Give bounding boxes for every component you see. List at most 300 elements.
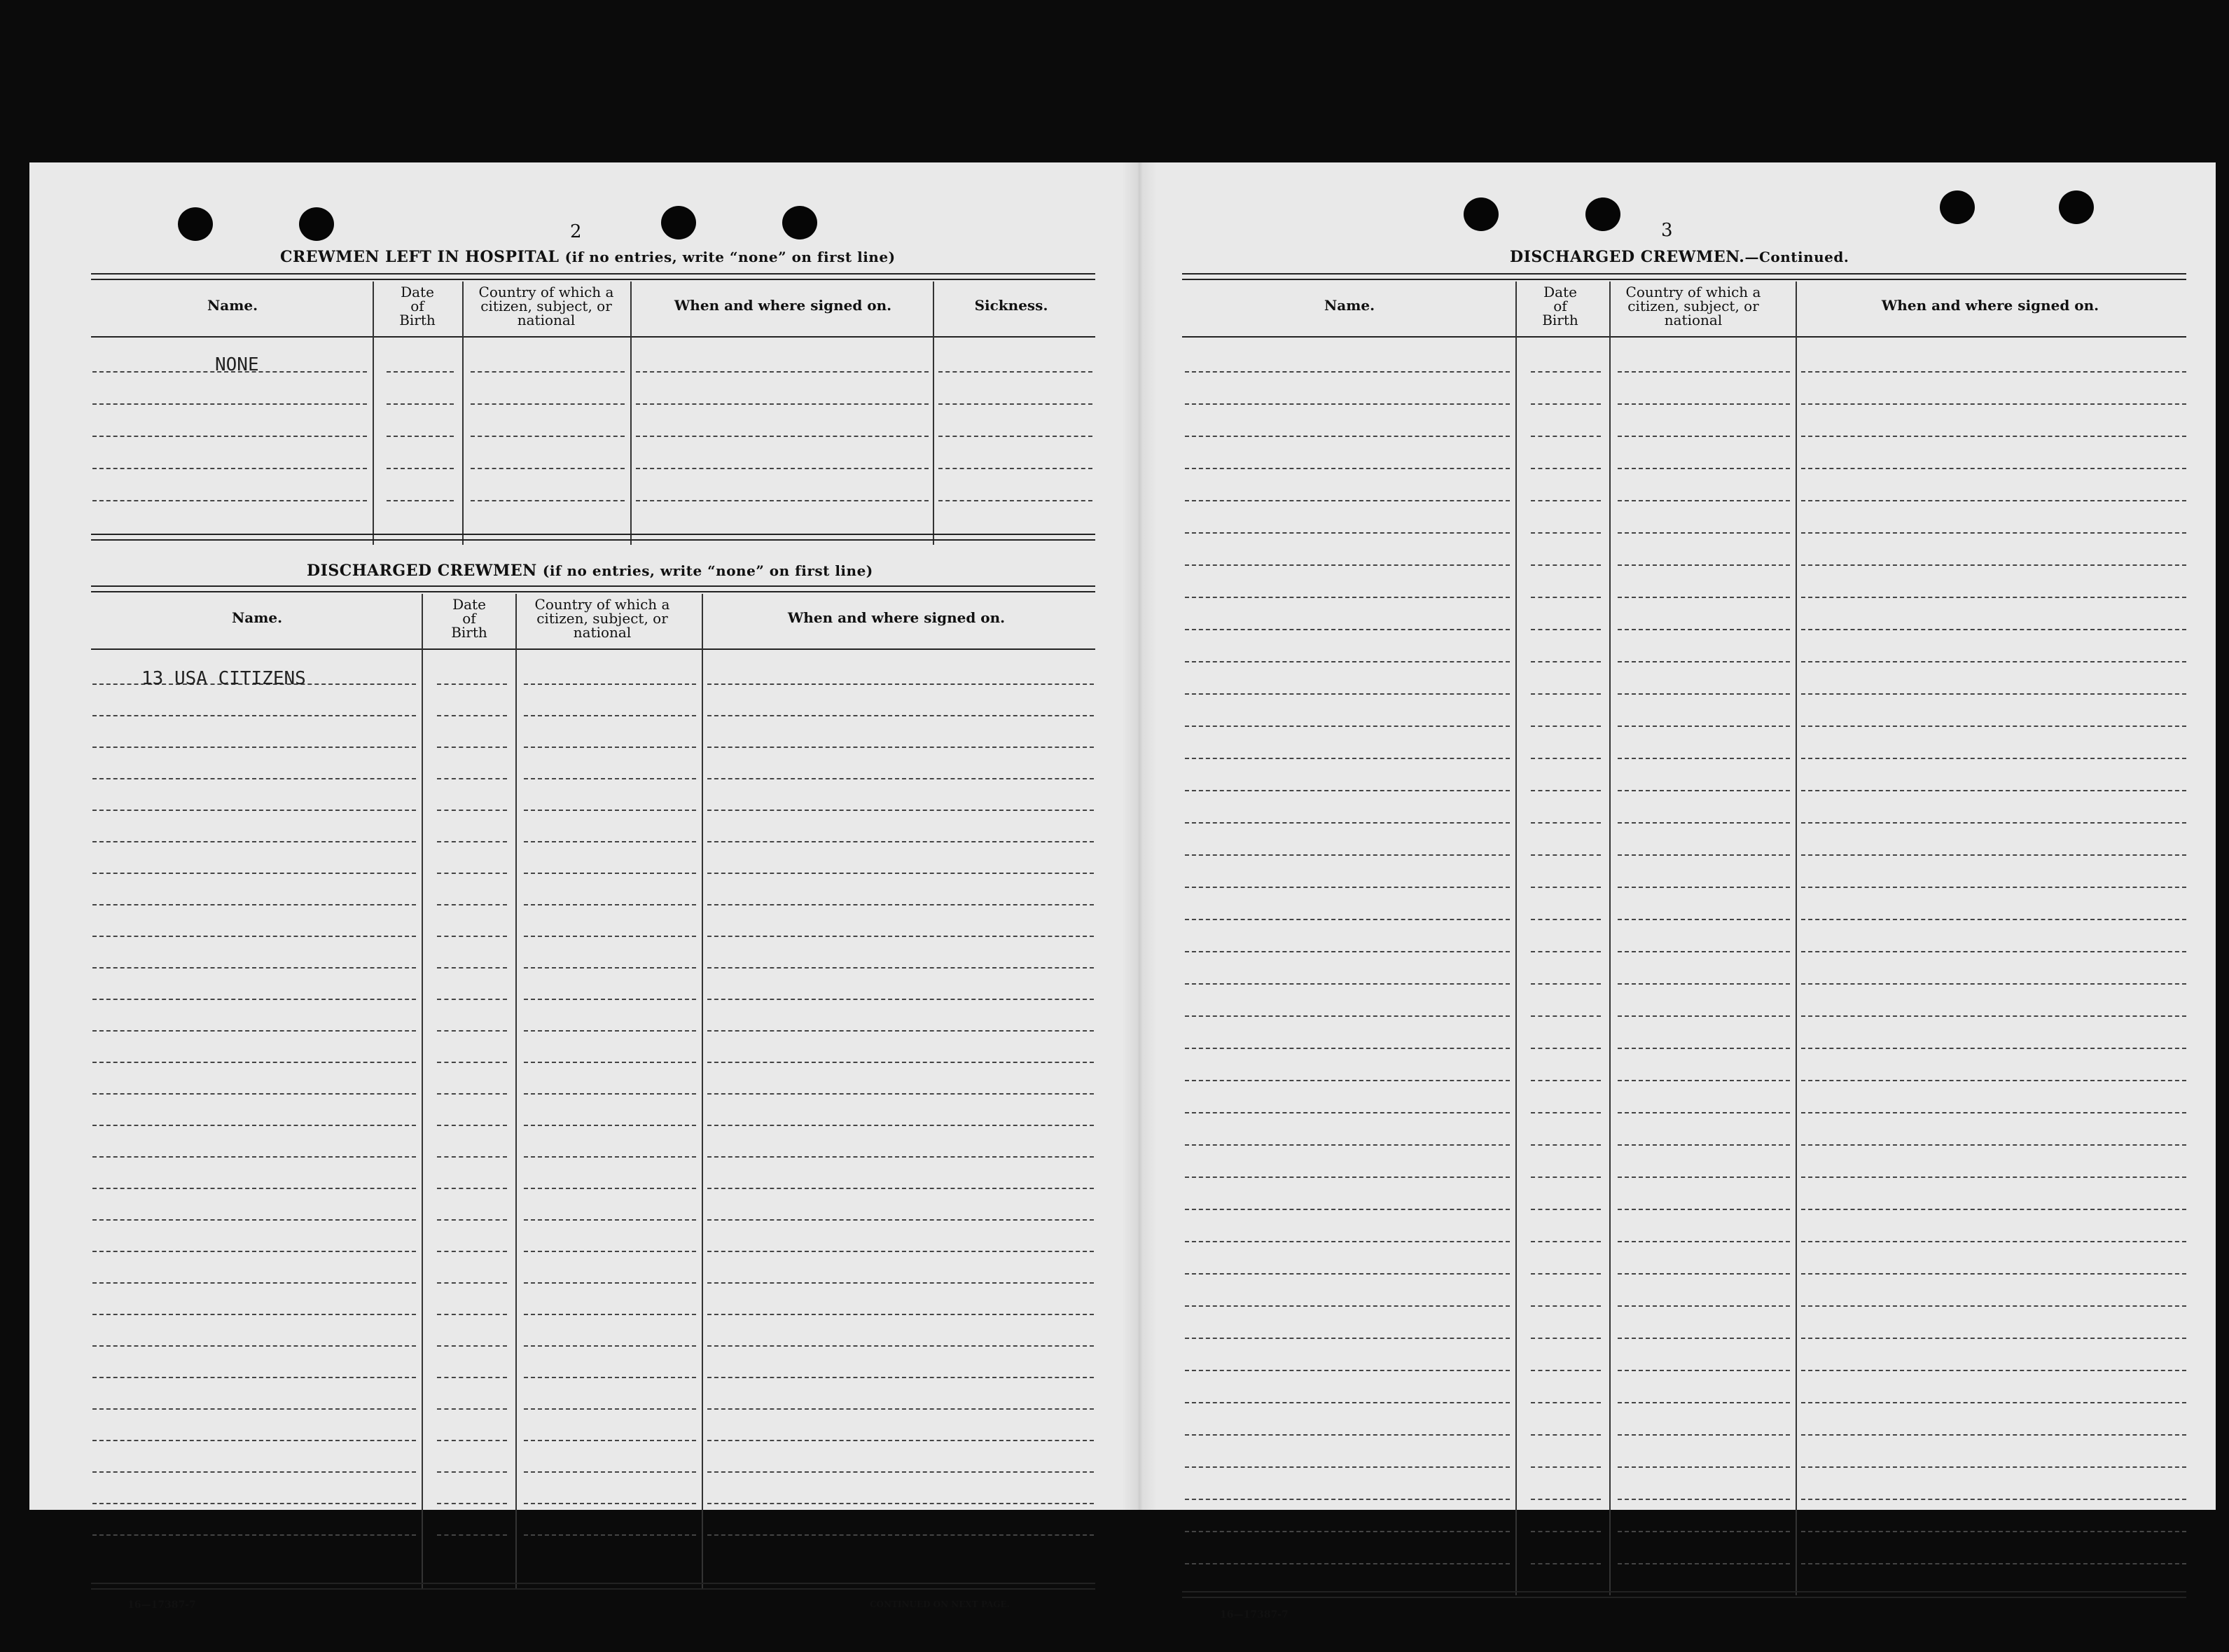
punch-hole <box>782 206 817 240</box>
ruled-line <box>437 967 507 969</box>
ruled-line <box>524 1314 696 1315</box>
ruled-line <box>1618 564 1790 566</box>
ruled-line <box>92 1345 416 1347</box>
punch-hole <box>1464 197 1499 231</box>
ruled-line <box>1531 1144 1601 1146</box>
hospital-col-sickness: Sickness. <box>974 297 1048 314</box>
ruled-line <box>1185 1015 1510 1017</box>
ruled-line <box>387 371 454 373</box>
ruled-line <box>1618 1048 1790 1049</box>
ruled-line <box>1531 726 1601 727</box>
ruled-line <box>1185 468 1510 469</box>
ruled-line <box>524 1062 696 1063</box>
ruled-line <box>524 967 696 969</box>
discharged-col-divider <box>422 594 423 1588</box>
ruled-line <box>1618 371 1790 373</box>
right-bottom-rule <box>1182 1591 2186 1598</box>
ruled-line <box>1185 597 1510 598</box>
hospital-col-signed: When and where signed on. <box>674 297 892 314</box>
ruled-line <box>1185 726 1510 727</box>
ruled-line <box>1185 1241 1510 1242</box>
ruled-line <box>707 1408 1094 1410</box>
ruled-line <box>1801 1370 2186 1371</box>
ruled-line <box>1531 1370 1601 1371</box>
discharged-top-rule <box>91 585 1095 592</box>
ruled-line <box>1185 1370 1510 1371</box>
ruled-line <box>92 1093 416 1095</box>
discharged-col-divider <box>515 594 517 1588</box>
ruled-line <box>707 1282 1094 1284</box>
ruled-line <box>1618 500 1790 501</box>
ruled-line <box>524 778 696 779</box>
ruled-line <box>938 436 1092 437</box>
ruled-line <box>1618 790 1790 791</box>
page-number-right: 3 <box>1661 220 1673 241</box>
ruled-line <box>524 873 696 874</box>
ruled-line <box>1618 1370 1790 1371</box>
hospital-col-divider <box>933 282 934 545</box>
ruled-line <box>1531 436 1601 437</box>
ruled-line <box>524 747 696 748</box>
ruled-line <box>707 1156 1094 1158</box>
ruled-line <box>1801 436 2186 437</box>
ruled-line <box>524 936 696 937</box>
ruled-line <box>1618 1241 1790 1242</box>
ruled-line <box>92 1471 416 1473</box>
ruled-line <box>437 683 507 685</box>
ruled-line <box>437 1093 507 1095</box>
punch-hole <box>1585 197 1620 231</box>
ruled-line <box>92 1314 416 1315</box>
form-number-left: 16—17387-7 <box>127 1599 196 1611</box>
ruled-line <box>1531 1338 1601 1339</box>
ruled-line <box>1801 1112 2186 1113</box>
ruled-line <box>92 1282 416 1284</box>
ruled-line <box>1531 822 1601 824</box>
punch-hole <box>1940 190 1975 224</box>
ruled-line <box>1185 1112 1510 1113</box>
hospital-section-title <box>280 248 896 266</box>
ruled-line <box>1618 758 1790 759</box>
discharged-col-dob: Date of Birth <box>451 596 487 641</box>
ruled-line <box>524 1440 696 1441</box>
right-title-text: DISCHARGED CREWMEN. <box>1510 248 1745 266</box>
ruled-line <box>636 500 929 501</box>
ruled-line <box>92 747 416 748</box>
ruled-line <box>707 747 1094 748</box>
ruled-line <box>524 1251 696 1252</box>
ruled-line <box>1185 983 1510 985</box>
ruled-line <box>1801 1015 2186 1017</box>
ruled-line <box>1531 500 1601 501</box>
ruled-line <box>92 1188 416 1189</box>
ruled-line <box>1185 1402 1510 1403</box>
ruled-line <box>1618 468 1790 469</box>
ruled-line <box>1618 1305 1790 1307</box>
ruled-line <box>92 1062 416 1063</box>
hospital-top-rule <box>91 273 1095 280</box>
ruled-line <box>707 1251 1094 1252</box>
ruled-line <box>437 1219 507 1221</box>
ruled-line <box>524 904 696 905</box>
ruled-line <box>1801 403 2186 405</box>
ruled-line <box>1531 1112 1601 1113</box>
punch-hole <box>2059 190 2094 224</box>
ruled-line <box>1531 951 1601 952</box>
ruled-line <box>1618 1176 1790 1178</box>
ruled-line <box>1801 532 2186 534</box>
ruled-line <box>707 1440 1094 1441</box>
ruled-line <box>1801 1466 2186 1468</box>
ruled-line <box>707 999 1094 1000</box>
ruled-line <box>1801 661 2186 662</box>
ruled-line <box>1801 500 2186 501</box>
ruled-line <box>1185 951 1510 952</box>
discharged-title-note: (if no entries, write “none” on first line) <box>542 562 873 579</box>
ruled-line <box>1531 371 1601 373</box>
ruled-line <box>437 778 507 779</box>
ruled-line <box>1185 500 1510 501</box>
ruled-line <box>92 778 416 779</box>
ruled-line <box>92 1219 416 1221</box>
ruled-line <box>437 1345 507 1347</box>
ruled-line <box>92 936 416 937</box>
ruled-line <box>1618 1338 1790 1339</box>
ruled-line <box>1618 597 1790 598</box>
ruled-line <box>524 1503 696 1504</box>
discharged-col-country: Country of which a citizen, subject, or national <box>534 596 670 641</box>
ruled-line <box>1531 1499 1601 1500</box>
ruled-line <box>707 936 1094 937</box>
ruled-line <box>1618 951 1790 952</box>
hospital-col-divider <box>373 282 374 545</box>
right-col-divider <box>1515 282 1517 1595</box>
right-top-rule <box>1182 273 2186 280</box>
ruled-line <box>707 904 1094 905</box>
ruled-line <box>938 403 1092 405</box>
ruled-line <box>1618 629 1790 630</box>
ruled-line <box>524 1471 696 1473</box>
ruled-line <box>1801 726 2186 727</box>
ruled-line <box>1531 403 1601 405</box>
ruled-line <box>707 1377 1094 1378</box>
ruled-line <box>636 436 929 437</box>
ruled-line <box>437 904 507 905</box>
ruled-line <box>524 1282 696 1284</box>
right-col-signed: When and where signed on. <box>1881 297 2099 314</box>
ruled-line <box>707 1093 1094 1095</box>
ruled-line <box>92 1377 416 1378</box>
ruled-line <box>471 468 625 469</box>
ruled-line <box>92 999 416 1000</box>
ruled-line <box>1185 1144 1510 1146</box>
ruled-line <box>1531 1531 1601 1532</box>
ruled-line <box>1618 1209 1790 1210</box>
ruled-line <box>92 715 416 716</box>
ruled-line <box>524 810 696 811</box>
ruled-line <box>92 1251 416 1252</box>
ruled-line <box>524 715 696 716</box>
ruled-line <box>1531 1466 1601 1468</box>
right-section-title <box>1510 248 1849 266</box>
form-number-right: 16—17387-7 <box>1220 1609 1289 1620</box>
ruled-line <box>92 403 367 405</box>
ruled-line <box>938 371 1092 373</box>
ruled-line <box>387 436 454 437</box>
ruled-line <box>1185 822 1510 824</box>
ruled-line <box>636 468 929 469</box>
ruled-line <box>1618 1402 1790 1403</box>
ruled-line <box>524 1125 696 1126</box>
ruled-line <box>1185 1305 1510 1307</box>
ruled-line <box>437 1156 507 1158</box>
ruled-line <box>1531 1209 1601 1210</box>
ruled-line <box>437 1125 507 1126</box>
ruled-line <box>707 967 1094 969</box>
ruled-line <box>1531 597 1601 598</box>
ruled-line <box>1185 1273 1510 1275</box>
discharged-col-divider <box>702 594 703 1588</box>
ruled-line <box>1531 1241 1601 1242</box>
ruled-line <box>92 873 416 874</box>
hospital-col-divider <box>462 282 464 545</box>
ruled-line <box>1801 1209 2186 1210</box>
ruled-line <box>1801 371 2186 373</box>
ruled-line <box>1531 887 1601 888</box>
right-title-suffix: —Continued. <box>1744 249 1849 265</box>
ruled-line <box>1185 1209 1510 1210</box>
ruled-line <box>437 1377 507 1378</box>
right-col-dob: Date of Birth <box>1542 284 1578 328</box>
ruled-line <box>1531 1434 1601 1436</box>
ruled-line <box>707 1503 1094 1504</box>
ruled-line <box>437 1282 507 1284</box>
ruled-line <box>1185 758 1510 759</box>
continued-note: CONTINUED ON NEXT PAGE. <box>870 1599 1010 1609</box>
ruled-line <box>1801 822 2186 824</box>
ruled-line <box>92 1534 416 1536</box>
discharged-header-rule <box>91 648 1095 650</box>
ruled-line <box>1618 532 1790 534</box>
ruled-line <box>1618 1434 1790 1436</box>
ruled-line <box>1531 919 1601 920</box>
ruled-line <box>1185 629 1510 630</box>
ruled-line <box>707 1030 1094 1032</box>
ruled-line <box>92 967 416 969</box>
ruled-line <box>1185 371 1510 373</box>
ruled-line <box>92 500 367 501</box>
ruled-line <box>1618 1531 1790 1532</box>
ruled-line <box>1531 1048 1601 1049</box>
ruled-line <box>1531 1080 1601 1081</box>
ruled-line <box>1801 1563 2186 1564</box>
ruled-line <box>1185 403 1510 405</box>
ruled-line <box>1618 887 1790 888</box>
ruled-line <box>437 1503 507 1504</box>
ruled-line <box>707 683 1094 685</box>
ruled-line <box>437 1188 507 1189</box>
ruled-line <box>437 1251 507 1252</box>
ruled-line <box>1185 854 1510 856</box>
ruled-line <box>437 715 507 716</box>
ruled-line <box>707 1345 1094 1347</box>
ruled-line <box>1185 532 1510 534</box>
ruled-line <box>437 841 507 842</box>
ruled-line <box>92 1408 416 1410</box>
ruled-line <box>92 1440 416 1441</box>
ruled-line <box>1618 919 1790 920</box>
ruled-line <box>636 403 929 405</box>
ruled-line <box>471 436 625 437</box>
ruled-line <box>1531 790 1601 791</box>
ruled-line <box>1801 1499 2186 1500</box>
ruled-line <box>437 873 507 874</box>
ruled-line <box>1801 693 2186 695</box>
ruled-line <box>1531 1402 1601 1403</box>
ruled-line <box>1618 1080 1790 1081</box>
ruled-line <box>92 810 416 811</box>
ruled-line <box>524 1408 696 1410</box>
ruled-line <box>707 1062 1094 1063</box>
ruled-line <box>471 403 625 405</box>
ruled-line <box>1531 1563 1601 1564</box>
ruled-line <box>524 1219 696 1221</box>
ruled-line <box>1531 629 1601 630</box>
ruled-line <box>437 1440 507 1441</box>
ruled-line <box>707 873 1094 874</box>
ruled-line <box>1801 1080 2186 1081</box>
ruled-line <box>1801 919 2186 920</box>
ruled-line <box>1618 1015 1790 1017</box>
ruled-line <box>437 1534 507 1536</box>
ruled-line <box>938 468 1092 469</box>
ruled-line <box>1618 661 1790 662</box>
ruled-line <box>1618 822 1790 824</box>
ruled-line <box>524 1534 696 1536</box>
ruled-line <box>707 778 1094 779</box>
ruled-line <box>707 810 1094 811</box>
ruled-line <box>1801 1305 2186 1307</box>
ruled-line <box>1801 983 2186 985</box>
hospital-title-text: CREWMEN LEFT IN HOSPITAL <box>280 248 560 266</box>
ruled-line <box>636 371 929 373</box>
ruled-line <box>524 1156 696 1158</box>
ruled-line <box>1185 1080 1510 1081</box>
page-number-left: 2 <box>570 221 582 242</box>
ruled-line <box>1185 1434 1510 1436</box>
page-fold <box>1122 162 1157 1510</box>
ruled-line <box>938 500 1092 501</box>
ruled-line <box>1618 1499 1790 1500</box>
ruled-line <box>1185 693 1510 695</box>
ruled-line <box>1801 758 2186 759</box>
ruled-line <box>1618 1273 1790 1275</box>
ruled-line <box>1185 1176 1510 1178</box>
hospital-col-dob: Date of Birth <box>399 284 436 328</box>
hospital-col-divider <box>630 282 632 545</box>
right-col-name: Name. <box>1324 297 1375 314</box>
punch-hole <box>178 207 213 241</box>
ruled-line <box>1618 1144 1790 1146</box>
right-col-divider <box>1796 282 1797 1595</box>
ruled-line <box>437 1408 507 1410</box>
ruled-line <box>1185 661 1510 662</box>
ruled-line <box>1531 564 1601 566</box>
punch-hole <box>661 206 696 240</box>
ruled-line <box>471 500 625 501</box>
ruled-line <box>437 747 507 748</box>
ruled-line <box>1801 951 2186 952</box>
ruled-line <box>1618 1563 1790 1564</box>
ruled-line <box>1531 1176 1601 1178</box>
ruled-line <box>707 715 1094 716</box>
ruled-line <box>437 1030 507 1032</box>
ruled-line <box>1618 436 1790 437</box>
ruled-line <box>387 403 454 405</box>
ruled-line <box>1185 790 1510 791</box>
ruled-line <box>92 1125 416 1126</box>
ruled-line <box>1801 1434 2186 1436</box>
ruled-line <box>1185 1048 1510 1049</box>
ruled-line <box>1531 1015 1601 1017</box>
ruled-line <box>1801 1531 2186 1532</box>
ruled-line <box>1531 468 1601 469</box>
right-header-rule <box>1182 336 2186 338</box>
ruled-line <box>1531 1273 1601 1275</box>
ruled-line <box>92 904 416 905</box>
ruled-line <box>1531 1305 1601 1307</box>
ruled-line <box>524 1345 696 1347</box>
ruled-line <box>437 1314 507 1315</box>
ruled-line <box>92 1503 416 1504</box>
ruled-line <box>524 1188 696 1189</box>
ruled-line <box>1618 693 1790 695</box>
ruled-line <box>471 371 625 373</box>
ruled-line <box>1185 887 1510 888</box>
ruled-line <box>1801 854 2186 856</box>
ruled-line <box>387 500 454 501</box>
ruled-line <box>707 1188 1094 1189</box>
ruled-line <box>1618 1466 1790 1468</box>
ruled-line <box>1185 1499 1510 1500</box>
discharged-bottom-rule <box>91 1583 1095 1590</box>
ruled-line <box>1801 564 2186 566</box>
ruled-line <box>1531 693 1601 695</box>
ruled-line <box>92 468 367 469</box>
discharged-col-name: Name. <box>231 609 283 626</box>
ruled-line <box>1531 983 1601 985</box>
ruled-line <box>92 436 367 437</box>
ruled-line <box>707 1471 1094 1473</box>
hospital-col-name: Name. <box>207 297 258 314</box>
discharged-entry: 13 USA CITIZENS <box>141 668 306 689</box>
ruled-line <box>1801 1176 2186 1178</box>
ruled-line <box>1801 1402 2186 1403</box>
ruled-line <box>1801 468 2186 469</box>
ruled-line <box>1185 919 1510 920</box>
ruled-line <box>1801 597 2186 598</box>
ruled-line <box>437 936 507 937</box>
ruled-line <box>1531 854 1601 856</box>
hospital-col-country: Country of which a citizen, subject, or national <box>478 284 614 328</box>
discharged-title-text: DISCHARGED CREWMEN <box>307 562 537 580</box>
hospital-title-note: (if no entries, write “none” on first line) <box>564 249 896 265</box>
ruled-line <box>1618 854 1790 856</box>
ruled-line <box>1801 1048 2186 1049</box>
ruled-line <box>1801 1338 2186 1339</box>
ruled-line <box>1185 1531 1510 1532</box>
discharged-section-title <box>307 562 873 580</box>
